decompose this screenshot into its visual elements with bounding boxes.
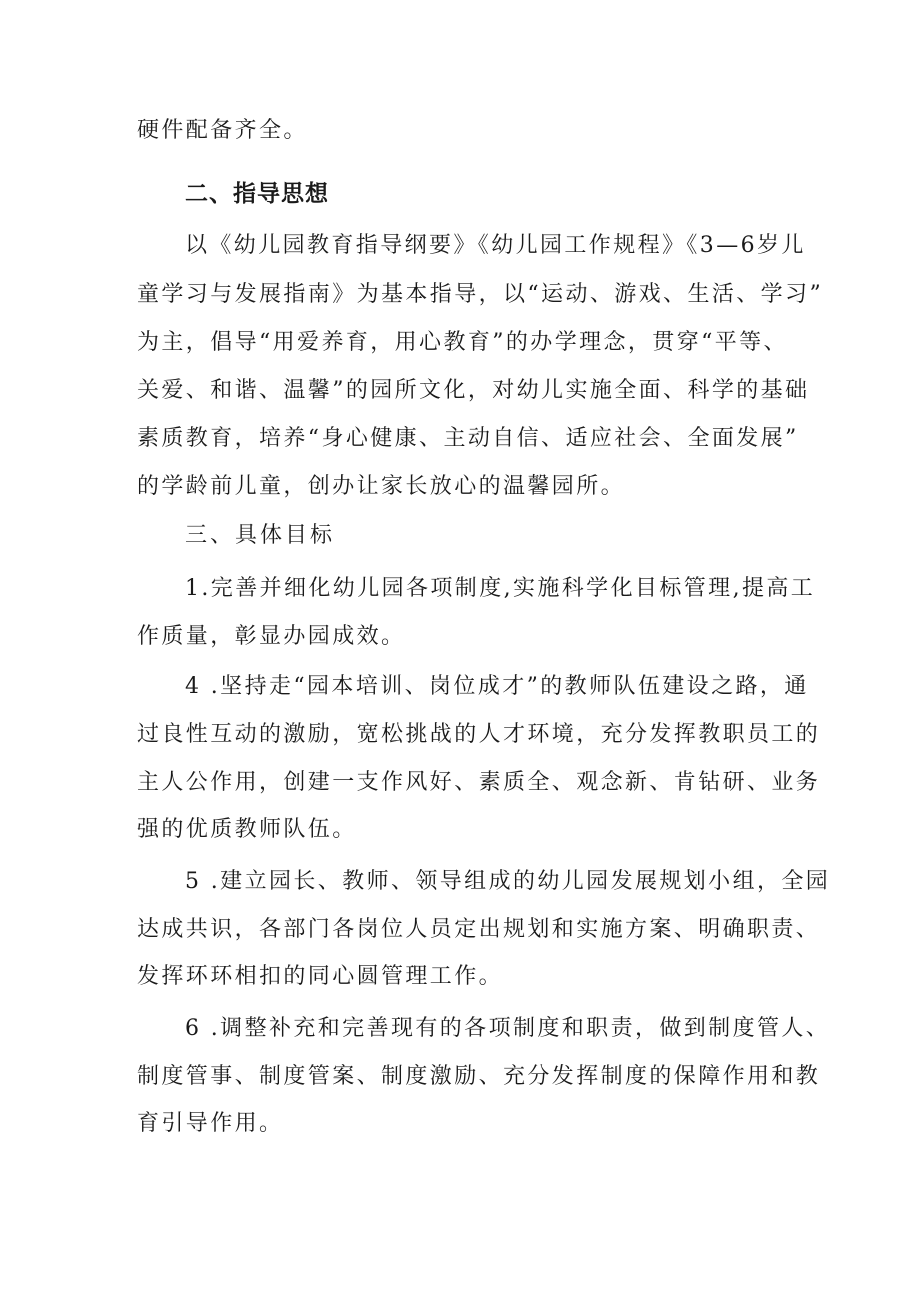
list-item-line: 发挥环环相扣的同心圆管理工作。: [137, 964, 504, 989]
section-heading: 二、指导思想: [185, 181, 329, 207]
list-item-line: 作质量，彰显办园成效。: [137, 624, 406, 649]
paragraph-line: 素质教育，培养“身心健康、主动自信、适应社会、全面发展”: [137, 426, 799, 451]
list-item-line: 过良性互动的激励，宽松挑战的人才环境，充分发挥教职员工的: [137, 722, 821, 747]
list-item-line: 达成共识，各部门各岗位人员定出规划和实施方案、明确职责、: [137, 917, 821, 942]
paragraph-line: 的学龄前儿童，创办让家长放心的温馨园所。: [137, 474, 626, 499]
list-item-line: 制度管事、制度管案、制度激励、充分发挥制度的保障作用和教: [137, 1064, 821, 1089]
list-item-line: 育引导作用。: [137, 1111, 284, 1136]
list-item-line: 1.完善并细化幼儿园各项制度,实施科学化目标管理,提高工: [185, 576, 816, 601]
section-heading: 三、具体目标: [185, 523, 336, 548]
list-item-line: 强的优质教师队伍。: [137, 817, 357, 842]
paragraph-line: 关爱、和谐、温馨”的园所文化，对幼儿实施全面、科学的基础: [137, 378, 810, 403]
list-item-line: 主人公作用，创建一支作风好、素质全、观念新、肯钻研、业务: [137, 770, 821, 795]
list-item-line: 4 .坚持走“园本培训、岗位成才”的教师队伍建设之路，通: [185, 674, 809, 699]
list-item-line: 5 .建立园长、教师、领导组成的幼儿园发展规划小组，全园: [185, 869, 831, 894]
paragraph-line: 为主，倡导“用爱养育，用心教育”的办学理念，贯穿“平等、: [137, 330, 788, 355]
paragraph-line: 硬件配备齐全。: [137, 118, 308, 143]
list-item-line: 6 .调整补充和完善现有的各项制度和职责，做到制度管人、: [185, 1016, 831, 1041]
paragraph-line: 童学习与发展指南》为基本指导，以“运动、游戏、生活、学习”: [137, 282, 824, 307]
paragraph-line: 以《幼儿园教育指导纲要》《幼儿园工作规程》《3—6岁儿: [185, 233, 806, 258]
